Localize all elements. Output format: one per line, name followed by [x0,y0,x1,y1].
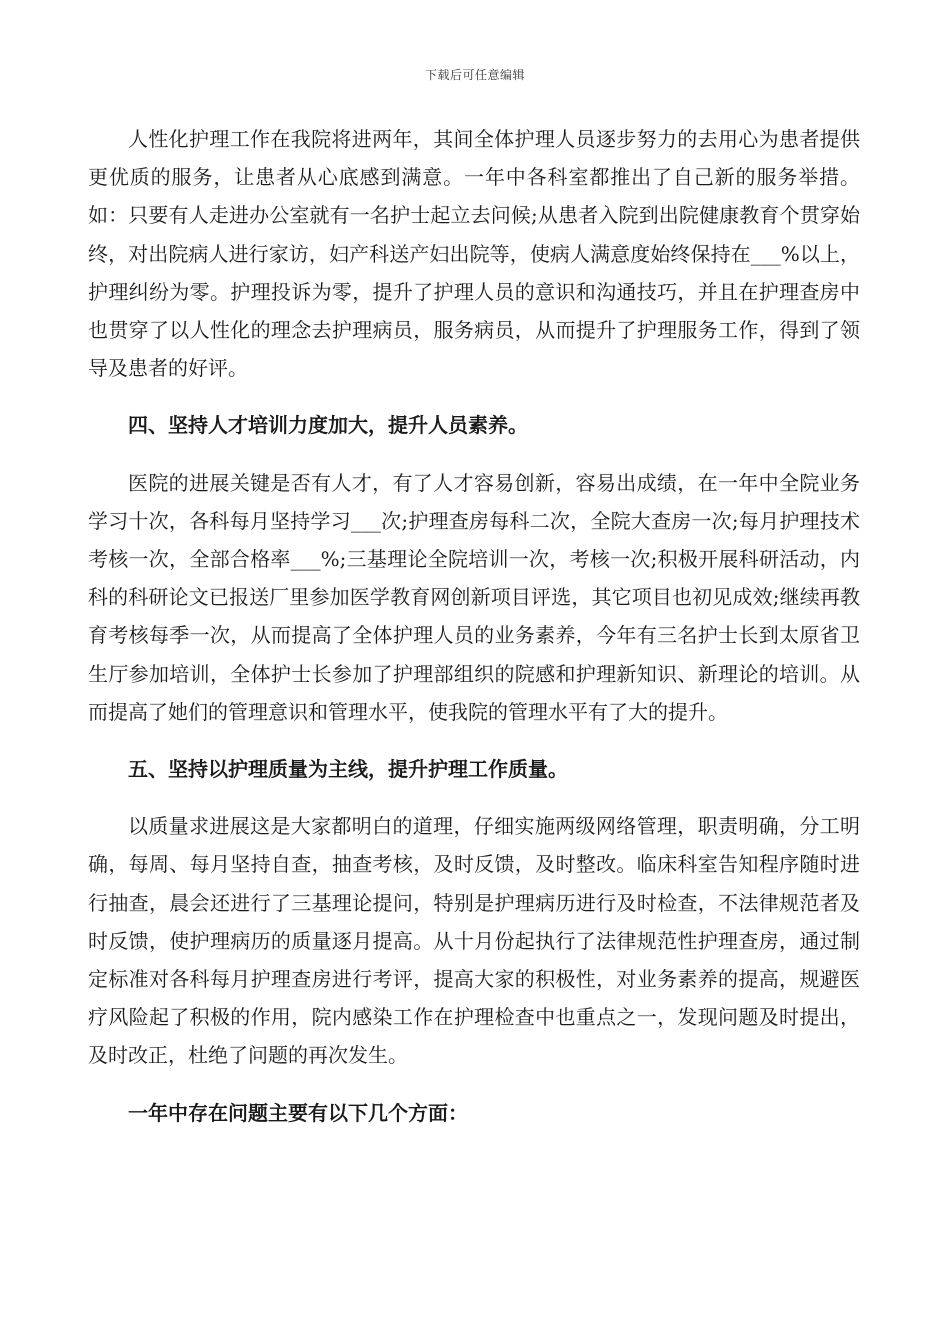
section-heading-talent-training: 四、坚持人才培训力度加大，提升人员素养。 [128,413,528,438]
page-header-note: 下载后可任意编辑 [424,68,525,82]
paragraph-talent-training: 医院的进展关键是否有人才，有了人才容易创新，容易出成绩，在一年中全院业务学习十次，各科每月坚持学习___次;护理查房每科二次，全院大查房一次;每月护理技术考核一次，全部合格率___%;三基理论全院培训一次，考核一次;积极开展科研活动，内科的科研论文已报送厂里参加医学教育网创新项目评选，其它项目也初见成效;继续再教育考核每季一次，从而提高了全体护理人员的业务素养，今年有三名护士长到太原省卫生厅参加培训，全体护士长参加了护理部组织的院感和护理新知识、新理论的培训。从而提高了她们的管理意识和管理水平，使我院的管理水平有了大的提升。 [88,470,860,724]
section-heading-quality: 五、坚持以护理质量为主线，提升护理工作质量。 [128,757,568,782]
document-body [88,120,860,1132]
section-heading-problems: 一年中存在问题主要有以下几个方面： [128,1100,468,1125]
paragraph-humanized-nursing: 人性化护理工作在我院将进两年，其间全体护理人员逐步努力的去用心为患者提供更优质的服务，让患者从心底感到满意。一年中各科室都推出了自己新的服务举措。如：只要有人走进办公室就有一名护士起立去问候;从患者入院到出院健康教育个贯穿始终，对出院病人进行家访，妇产科送产妇出院等，使病人满意度始终保持在___%以上，护理纠纷为零。护理投诉为零，提升了护理人员的意识和沟通技巧，并且在护理查房中也贯穿了以人性化的理念去护理病员，服务病员，从而提升了护理服务工作，得到了领导及患者的好评。 [88,127,860,381]
paragraph-quality: 以质量求进展这是大家都明白的道理，仔细实施两级网络管理，职责明确，分工明确，每周、每月坚持自查，抽查考核，及时反馈，及时整改。临床科室告知程序随时进行抽查，晨会还进行了三基理论提问，特别是护理病历进行及时检查，不法律规范者及时反馈，使护理病历的质量逐月提高。从十月份起执行了法律规范性护理查房，通过制定标准对各科每月护理查房进行考评，提高大家的积极性，对业务素养的提高，规避医疗风险起了积极的作用，院内感染工作在护理检查中也重点之一，发现问题及时提出，及时改正，杜绝了问题的再次发生。 [88,814,860,1068]
